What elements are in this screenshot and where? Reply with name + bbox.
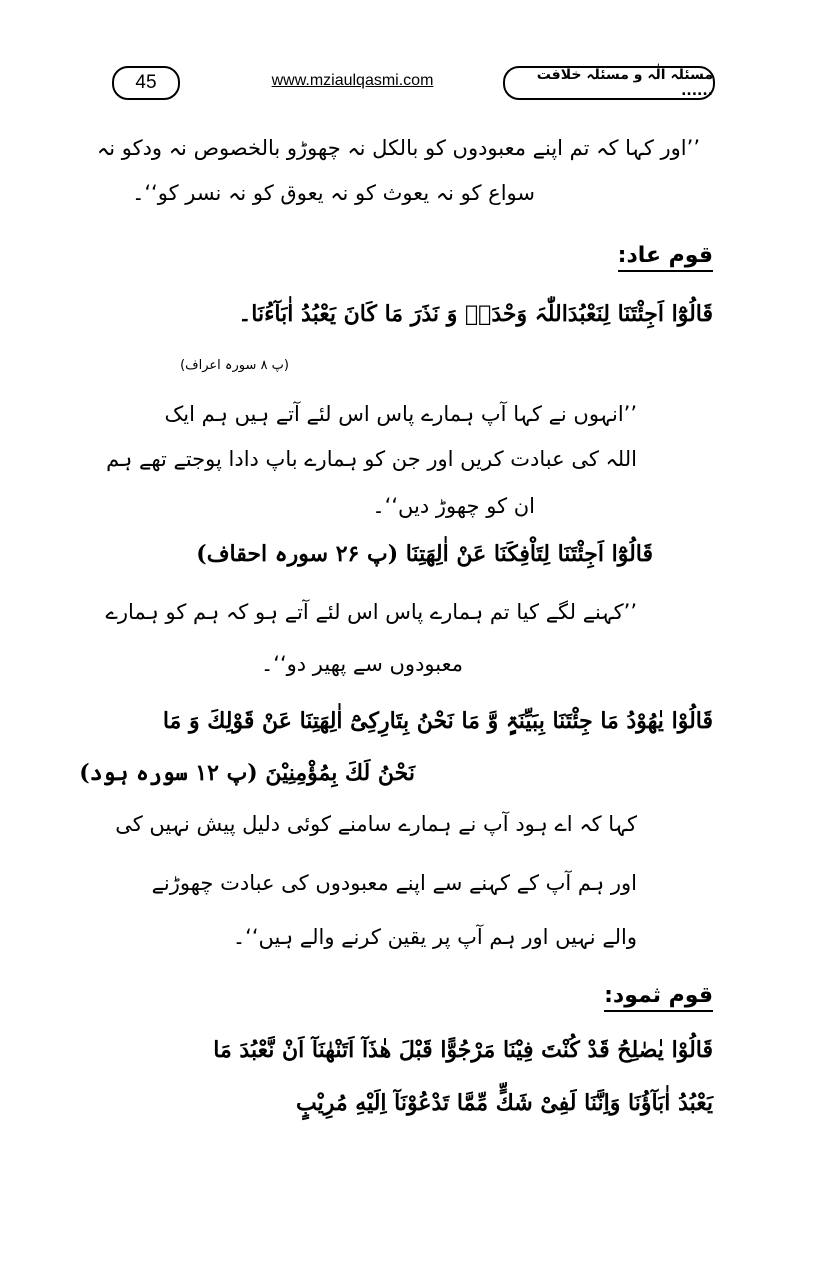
arabic-verse-3: قَالُوْا یٰھُوْدُ مَا جِئْتَنَا بِبَیِّنَۃٍ وَّ مَا نَحْنُ بِتَارِکِیْٓ اٰلِھَتِنَا عَنْ قَوْلِكَ وَ مَا [162, 708, 713, 734]
heading-qaum-aad: قوم عاد: [618, 243, 713, 272]
arabic-verse-2: قَالُوْٓا اَجِئْتَنَا لِتَاْفِکَنَا عَنْ اٰلِھَتِنَا (پ ۲۶ سورہ احقاف) [196, 541, 653, 567]
text-line-9: اور ہم آپ کے کہنے سے اپنے معبودوں کی عبادت چھوڑنے [151, 871, 637, 895]
text-line-6: ’’کہنے لگے کیا تم ہمارے پاس اس لئے آتے ہو کہ ہم کو ہمارے [105, 600, 637, 624]
page-number: 45 [112, 66, 180, 100]
arabic-verse-3-cont: نَحْنُ لَكَ بِمُؤْمِنِیْنَ (پ ۱۲ سورہ ہود) [79, 760, 415, 786]
arabic-verse-4: قَالُوْا یٰصٰلِحُ قَدْ کُنْتَ فِیْنَا مَرْجُوًّا قَبْلَ ھٰذَآ اَتَنْھٰنَآ اَنْ نَّعْبُدَ مَا [213, 1037, 713, 1063]
text-line-3: ’’انہوں نے کہا آپ ہمارے پاس اس لئے آتے ہیں ہم ایک [164, 402, 637, 426]
website-url[interactable]: www.mziaulqasmi.com [271, 72, 434, 89]
text-line-2: سواع کو نہ یعوث کو نہ یعوق کو نہ نسر کو‘‘۔ [132, 181, 535, 205]
book-title: مسئلہ الٰہ و مسئلہ خلافت ...... [503, 66, 715, 100]
text-line-1: ’’اور کہا کہ تم اپنے معبودوں کو بالکل نہ چھوڑو بالخصوص نہ ودکو نہ [96, 136, 700, 160]
text-line-10: والے نہیں اور ہم آپ پر یقین کرنے والے ہیں‘‘۔ [232, 925, 637, 949]
reference-aaraf: (پ ۸ سورہ اعراف) [180, 358, 289, 373]
text-line-8: کہا کہ اے ہود آپ نے ہمارے سامنے کوئی دلیل پیش نہیں کی [115, 812, 637, 836]
arabic-verse-1: قَالُوْٓا اَجِئْتَنَا لِنَعْبُدَاللّٰہَ وَحْدَہٗ وَ نَذَرَ مَا کَانَ یَعْبُدُ اٰبَآءُنَا۔ [238, 301, 713, 327]
arabic-verse-4-cont: یَعْبُدُ اٰبَآؤُنَا وَاِنَّنَا لَفِیْ شَكٍّ مِّمَّا تَدْعُوْنَآ اِلَیْهِ مُرِیْبٍ [295, 1090, 713, 1116]
text-line-5: ان کو چھوڑ دیں‘‘۔ [372, 494, 535, 518]
heading-qaum-samud: قوم ثمود: [604, 983, 713, 1012]
text-line-7: معبودوں سے پھیر دو‘‘۔ [260, 652, 463, 676]
text-line-4: اللہ کی عبادت کریں اور جن کو ہمارے باپ دادا پوجتے تھے ہم [106, 447, 637, 471]
